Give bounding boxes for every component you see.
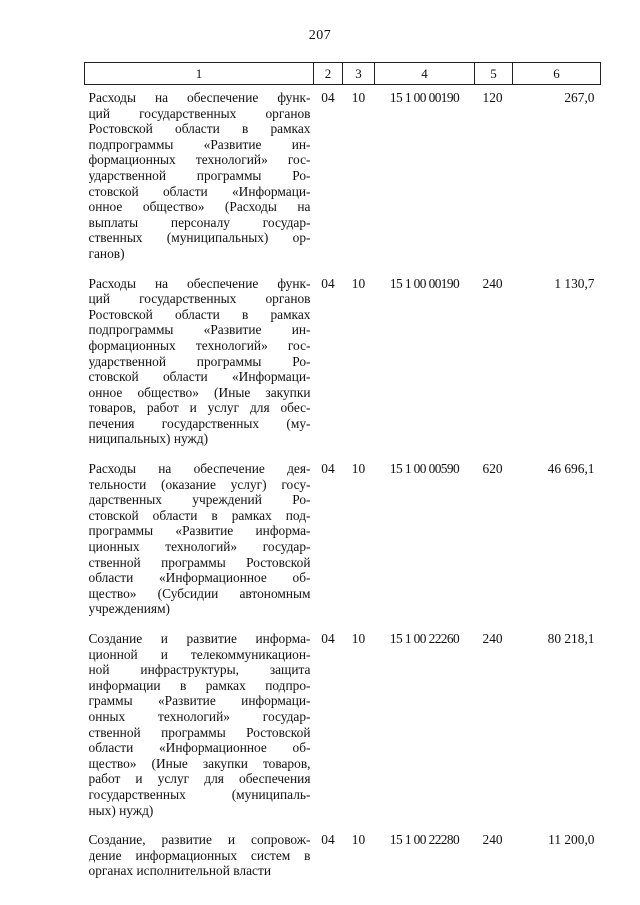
budget-table (84, 62, 601, 888)
amount-cell: 1 130,7 (554, 275, 595, 291)
expense-name-line: стовской области «Информаци- (88, 369, 311, 385)
table-row (85, 85, 601, 271)
column-header-2: 2 (314, 63, 343, 85)
expense-name-line: дарственных учреждений Ро- (88, 492, 311, 508)
subsection-cell: 10 (351, 631, 366, 646)
expense-name-cell (85, 626, 314, 827)
expense-name-line: формационных технологий» гос- (88, 152, 311, 168)
column-header-6: 6 (513, 63, 601, 85)
subsection-cell: 10 (351, 832, 366, 848)
column-header-5: 5 (475, 63, 513, 85)
expense-type-cell: 620 (482, 461, 503, 477)
expense-name-line: формационных технологий» гос- (88, 337, 311, 353)
expense-name-line: ной инфраструктуры, защита (88, 662, 311, 678)
expense-name-line: Расходы на обеспечение дея- (88, 461, 311, 477)
expense-name-line: ударственной программы Ро- (88, 353, 311, 369)
subsection-cell: 10 (351, 90, 366, 105)
target-article-cell: 15 1 00 22280 (389, 832, 460, 848)
expense-name-line: ниципальных) нужд) (88, 431, 209, 447)
expense-type-cell: 240 (482, 275, 503, 291)
target-article-cell: 15 1 00 22260 (389, 631, 460, 646)
table-body (85, 85, 601, 888)
table-row (85, 271, 601, 457)
expense-name-line: ударственной программы Ро- (88, 167, 311, 183)
expense-name-cell (85, 827, 314, 888)
expense-name-line: программы «Развитие информа- (88, 523, 311, 539)
expense-name-line: граммы «Развитие информаци- (88, 693, 311, 709)
section-cell: 04 (321, 275, 335, 291)
expense-name-line: стовской области в рамках под- (88, 507, 311, 523)
subsection-cell: 10 (351, 275, 366, 291)
expense-type-cell: 240 (482, 832, 503, 848)
page-number: 207 (308, 28, 332, 43)
expense-name-line: ных) нужд) (88, 802, 154, 818)
expense-name-line: щество» (Субсидии автономным (88, 585, 311, 601)
expense-name-line: органах исполнительной власти (88, 863, 271, 879)
target-article-cell: 15 1 00 00190 (389, 90, 460, 105)
section-cell: 04 (321, 90, 335, 105)
expense-name-line: выплаты персоналу государ- (88, 214, 311, 230)
expense-name-line: ционной и телекоммуникацион- (88, 646, 311, 662)
expense-name-line: ственной программы Ростовской (88, 554, 311, 570)
section-cell: 04 (321, 461, 335, 477)
expense-name-line: онное общество» (Иные закупки (88, 384, 311, 400)
expense-name-line: ционных технологий» государ- (88, 539, 311, 555)
table-row (85, 456, 601, 626)
expense-name-line: Ростовской области в рамках (88, 121, 311, 137)
expense-name-line: подпрограммы «Развитие ин- (88, 136, 311, 152)
table-row (85, 827, 601, 888)
expense-name-line: Ростовской области в рамках (88, 306, 311, 322)
column-header-4: 4 (375, 63, 475, 85)
amount-cell: 11 200,0 (548, 832, 595, 848)
expense-name-line: ственных (муниципальных) ор- (88, 230, 311, 246)
expense-name-line: Расходы на обеспечение функ- (88, 275, 311, 291)
expense-name-line: тельности (оказание услуг) госу- (88, 476, 311, 492)
target-article-cell: 15 1 00 00590 (389, 461, 460, 477)
expense-name-line: стовской области «Информаци- (88, 183, 311, 199)
expense-name-line: области «Информационное об- (88, 740, 311, 756)
subsection-cell: 10 (351, 461, 366, 477)
table-header-row (85, 63, 601, 85)
expense-name-line: информации в рамках подпро- (88, 677, 311, 693)
section-cell: 04 (321, 832, 335, 848)
amount-cell: 80 218,1 (547, 631, 595, 646)
expense-name-line: ций государственных органов (88, 105, 311, 121)
expense-name-cell (85, 85, 314, 271)
expense-type-cell: 120 (482, 90, 503, 105)
expense-name-line: онных технологий» государ- (88, 708, 311, 724)
expense-name-line: онное общество» (Расходы на (88, 199, 311, 215)
expense-name-line: товаров, работ и услуг для обес- (88, 400, 311, 416)
expense-name-line: учреждениям) (88, 601, 171, 617)
expense-name-line: щество» (Иные закупки товаров, (88, 755, 311, 771)
expense-name-line: работ и услуг для обеспечения (88, 771, 311, 787)
expense-name-line: ганов) (88, 245, 125, 261)
expense-name-line: ций государственных органов (88, 291, 311, 307)
expense-name-line: области «Информационное об- (88, 570, 311, 586)
expense-name-cell (85, 271, 314, 457)
expense-type-cell: 240 (482, 631, 503, 646)
expense-name-cell (85, 456, 314, 626)
table-row (85, 626, 601, 827)
expense-name-line: печения государственных (му- (88, 415, 311, 431)
expense-name-line: Создание и развитие информа- (88, 631, 311, 646)
amount-cell: 46 696,1 (547, 461, 595, 477)
amount-cell: 267,0 (564, 90, 595, 105)
expense-name-line: дение информационных систем в (88, 847, 311, 863)
expense-name-line: подпрограммы «Развитие ин- (88, 322, 311, 338)
section-cell: 04 (321, 631, 335, 646)
expense-name-line: Расходы на обеспечение функ- (88, 90, 311, 105)
expense-name-line: ственной программы Ростовской (88, 724, 311, 740)
expense-name-line: Создание, развитие и сопровож- (88, 832, 311, 848)
column-header-1: 1 (85, 63, 314, 85)
expense-name-line: государственных (муниципаль- (88, 786, 311, 802)
column-header-3: 3 (343, 63, 375, 85)
target-article-cell: 15 1 00 00190 (389, 275, 460, 291)
